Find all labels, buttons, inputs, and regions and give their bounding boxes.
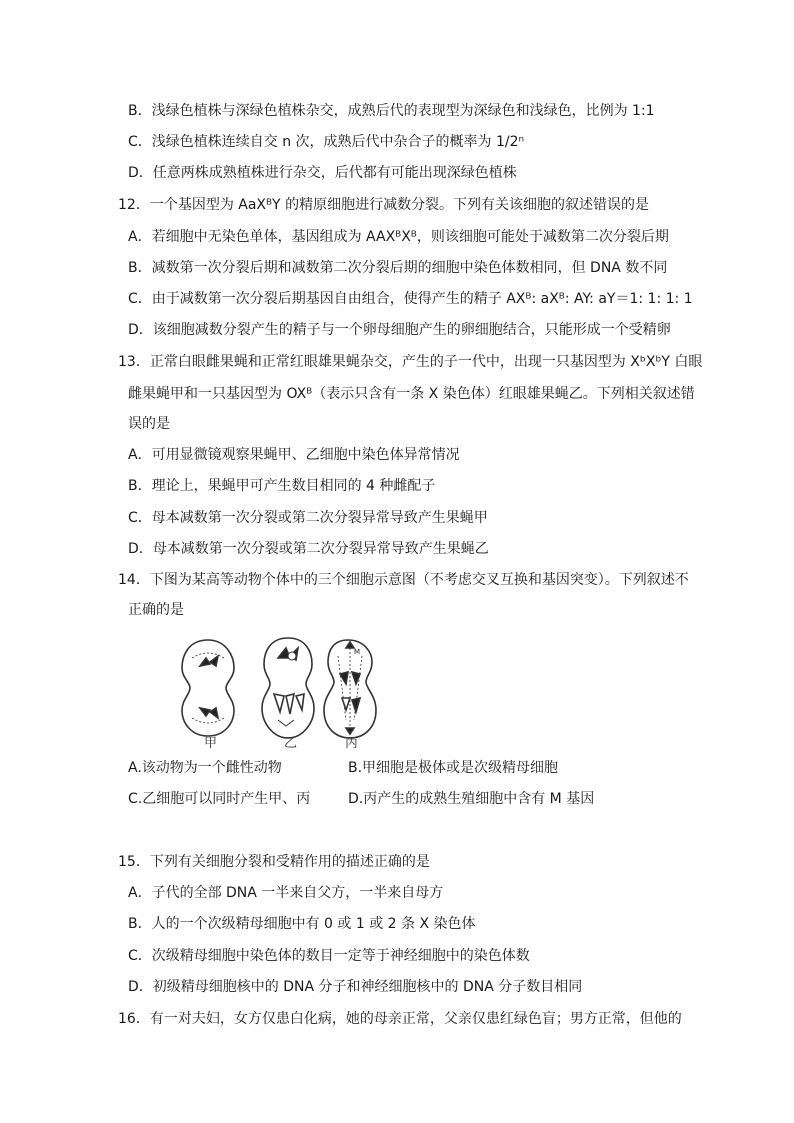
cell-jia [182,640,234,736]
q12-option-a: A．若细胞中无染色单体，基因组成为 AAXᴮXᴮ，则该细胞可能处于减数第二次分裂后期 [128,229,669,245]
cell-bing [324,640,376,738]
q13-option-d: D．母本减数第一次分裂或第二次分裂异常导致产生果蝇乙 [128,541,489,557]
q13-stem-line1: 13．正常白眼雌果蝇和正常红眼雄果蝇杂交，产生的子一代中，出现一只基因型为 XᵇXᵇY 白眼 [118,354,703,370]
q12-stem: 12．一个基因型为 AaXᴮY 的精原细胞进行减数分裂。下列有关该细胞的叙述错误的是 [118,197,650,213]
cell-yi [262,638,314,738]
q11-option-b: B．浅绿色植株与深绿色植株杂交，成熟后代的表现型为深绿色和浅绿色，比例为 1:1 [128,103,655,119]
q12-option-c: C．由于减数第一次分裂后期基因自由组合，使得产生的精子 AXᴮ: aXᴮ: AY: aY＝1: 1: 1: 1 [128,291,693,307]
q12-option-b: B．减数第一次分裂后期和减数第二次分裂后期的细胞中染色体数相同，但 DNA 数不同 [128,260,668,276]
q14-stem-line2: 正确的是 [128,602,184,618]
q15-option-d: D．初级精母细胞核中的 DNA 分子和神经细胞核中的 DNA 分子数目相同 [128,979,583,995]
q13-stem-line3: 误的是 [128,416,170,432]
q15-option-c: C．次级精母细胞中染色体的数目一定等于神经细胞中的染色体数 [128,948,530,964]
figure-label-jia: 甲 [204,736,218,751]
q14-option-d: D.丙产生的成熟生殖细胞中含有 M 基因 [348,791,595,807]
gene-label-m: M [354,648,361,656]
q13-option-c: C．母本减数第一次分裂或第二次分裂异常导致产生果蝇甲 [128,510,488,526]
figure-label-bing: 丙 [345,736,359,751]
q14-option-a: A.该动物为一个雌性动物 [128,760,282,776]
q15-option-b: B．人的一个次级精母细胞中有 0 或 1 或 2 条 X 染色体 [128,916,476,932]
q13-option-a: A．可用显微镜观察果蝇甲、乙细胞中染色体异常情况 [128,447,460,463]
q13-option-b: B．理论上，果蝇甲可产生数目相同的 4 种雌配子 [128,478,436,494]
q13-stem-line2: 雌果蝇甲和一只基因型为 OXᴮ（表示只含有一条 X 染色体）红眼雄果蝇乙。下列相关叙述错 [128,386,695,402]
q14-option-b: B.甲细胞是极体或是次级精母细胞 [348,760,559,776]
q15-option-a: A．子代的全部 DNA 一半来自父方，一半来自母方 [128,885,444,901]
q12-option-d: D．该细胞减数分裂产生的精子与一个卵母细胞产生的卵细胞结合，只能形成一个受精卵 [128,322,671,338]
q16-stem: 16．有一对夫妇，女方仅患白化病，她的母亲正常，父亲仅患红绿色盲；男方正常，但他的 [118,1011,682,1027]
figure-label-yi: 乙 [284,736,298,751]
q14-stem-line1: 14．下图为某高等动物个体中的三个细胞示意图（不考虑交叉互换和基因突变）。下列叙述不 [118,572,689,588]
q11-option-d: D．任意两株成熟植株进行杂交，后代都有可能出现深绿色植株 [128,165,517,181]
q15-stem: 15．下列有关细胞分裂和受精作用的描述正确的是 [118,854,430,870]
q11-option-c: C．浅绿色植株连续自交 n 次，成熟后代中杂合子的概率为 1/2ⁿ [128,134,525,150]
q14-option-c: C.乙细胞可以同时产生甲、丙 [128,791,311,807]
